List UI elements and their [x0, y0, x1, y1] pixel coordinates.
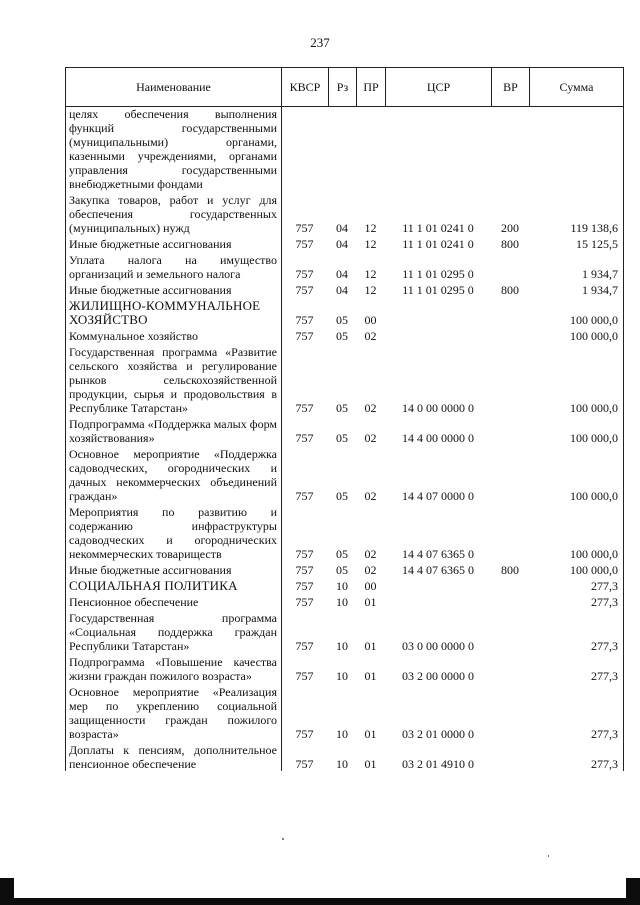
cell-pr: 02 [364, 563, 377, 577]
scan-border [0, 878, 640, 905]
cell-name: Государственная программа «Развитие сельского хозяйства и регулирование рынков сельскохозяйственной продукции, сырья и продовольствия в Республике Татарстан» [69, 345, 277, 415]
cell-pr: 02 [364, 329, 377, 343]
cell-name: целях обеспечения выполнения функций государственными (муниципальными) органами, казенными учреждениями, органами управления государственными внебюджетными фондами [69, 107, 277, 191]
cell-kvsr: 757 [295, 401, 314, 415]
cell-sum: 277,3 [591, 669, 618, 683]
cell-sum: 100 000,0 [570, 431, 618, 445]
header-vr: ВР [492, 68, 530, 106]
cell-rz: 04 [336, 267, 348, 281]
cell-kvsr: 757 [295, 727, 314, 741]
header-csr: ЦСР [386, 68, 492, 106]
cell-csr: 03 0 00 0000 0 [402, 639, 474, 653]
table-row [65, 595, 624, 609]
cell-kvsr: 757 [295, 669, 314, 683]
cell-rz: 05 [336, 431, 348, 445]
cell-name: Иные бюджетные ассигнования [69, 283, 232, 297]
cell-pr: 12 [364, 283, 377, 297]
cell-kvsr: 757 [295, 579, 314, 593]
cell-name: Доплаты к пенсиям, дополнительное пенсионное обеспечение [69, 743, 277, 771]
cell-sum: 15 125,5 [576, 237, 618, 251]
cell-rz: 10 [336, 639, 348, 653]
cell-rz: 10 [336, 727, 348, 741]
cell-pr: 02 [364, 431, 377, 445]
cell-kvsr: 757 [295, 431, 314, 445]
table-row [65, 237, 624, 251]
table-row [65, 743, 624, 771]
cell-rz: 10 [336, 757, 348, 771]
cell-name: Иные бюджетные ассигнования [69, 563, 232, 577]
cell-kvsr: 757 [295, 757, 314, 771]
cell-csr: 14 4 07 6365 0 [402, 563, 474, 577]
cell-pr: 00 [364, 579, 377, 593]
cell-sum: 277,3 [591, 595, 618, 609]
table-row [65, 107, 624, 191]
cell-pr: 12 [364, 267, 377, 281]
cell-name: Иные бюджетные ассигнования [69, 237, 232, 251]
cell-kvsr: 757 [295, 329, 314, 343]
cell-name: Основное мероприятие «Реализация мер по укреплению социальной защищенности граждан пожилого возраста» [69, 685, 277, 741]
cell-rz: 04 [336, 221, 348, 235]
cell-pr: 12 [364, 237, 377, 251]
cell-name: Основное мероприятие «Поддержка садоводческих, огороднических и дачных некоммерческих объединений граждан» [69, 447, 277, 503]
table-row [65, 563, 624, 577]
cell-name: Пенсионное обеспечение [69, 595, 199, 609]
cell-pr: 02 [364, 547, 377, 561]
table-header [65, 67, 624, 107]
cell-name: Подпрограмма «Поддержка малых форм хозяйствования» [69, 417, 277, 445]
cell-kvsr: 757 [295, 547, 314, 561]
page-number: 237 [310, 35, 330, 50]
cell-csr: 11 1 01 0295 0 [402, 283, 474, 297]
cell-rz: 04 [336, 237, 348, 251]
header-pr: ПР [357, 68, 386, 106]
cell-kvsr: 757 [295, 595, 314, 609]
cell-csr: 11 1 01 0241 0 [402, 237, 474, 251]
cell-kvsr: 757 [295, 313, 314, 327]
cell-sum: 100 000,0 [570, 563, 618, 577]
table-row [65, 253, 624, 281]
cell-name: Уплата налога на имущество организаций и земельного налога [69, 253, 277, 281]
cell-vr: 800 [501, 283, 519, 297]
cell-sum: 277,3 [591, 727, 618, 741]
cell-pr: 01 [364, 595, 377, 609]
cell-sum: 100 000,0 [570, 489, 618, 503]
cell-rz: 10 [336, 595, 348, 609]
cell-pr: 01 [364, 757, 377, 771]
header-kvsr: КВСР [282, 68, 329, 106]
table-row [65, 447, 624, 503]
cell-kvsr: 757 [295, 221, 314, 235]
cell-csr: 03 2 01 4910 0 [402, 757, 474, 771]
cell-sum: 100 000,0 [570, 313, 618, 327]
table-row [65, 611, 624, 653]
cell-pr: 01 [364, 727, 377, 741]
cell-csr: 03 2 00 0000 0 [402, 669, 474, 683]
table-body [65, 107, 624, 771]
cell-pr: 01 [364, 669, 377, 683]
cell-csr: 11 1 01 0295 0 [402, 267, 474, 281]
table-row [65, 193, 624, 235]
cell-name: СОЦИАЛЬНАЯ ПОЛИТИКА [69, 578, 238, 593]
table-row [65, 417, 624, 445]
cell-name: Коммунальное хозяйство [69, 329, 198, 343]
cell-csr: 14 0 00 0000 0 [402, 401, 474, 415]
cell-vr: 200 [501, 221, 519, 235]
cell-vr: 800 [501, 563, 519, 577]
cell-kvsr: 757 [295, 267, 314, 281]
cell-rz: 05 [336, 547, 348, 561]
table-row [65, 345, 624, 415]
cell-kvsr: 757 [295, 489, 314, 503]
cell-rz: 05 [336, 313, 348, 327]
cell-kvsr: 757 [295, 639, 314, 653]
cell-sum: 1 934,7 [582, 283, 618, 297]
cell-pr: 02 [364, 489, 377, 503]
header-name: Наименование [66, 68, 282, 106]
scan-speck [548, 855, 549, 857]
scan-speck [282, 838, 284, 840]
cell-name: ЖИЛИЩНО-КОММУНАЛЬНОЕ ХОЗЯЙСТВО [69, 298, 261, 327]
cell-sum: 1 934,7 [582, 267, 618, 281]
header-rz: Рз [329, 68, 357, 106]
table-row [65, 329, 624, 343]
cell-sum: 100 000,0 [570, 401, 618, 415]
cell-rz: 10 [336, 579, 348, 593]
cell-sum: 277,3 [591, 579, 618, 593]
cell-rz: 10 [336, 669, 348, 683]
cell-sum: 100 000,0 [570, 329, 618, 343]
table-row [65, 655, 624, 683]
cell-pr: 12 [364, 221, 377, 235]
cell-sum: 277,3 [591, 757, 618, 771]
cell-csr: 03 2 01 0000 0 [402, 727, 474, 741]
cell-kvsr: 757 [295, 563, 314, 577]
header-sum: Сумма [559, 80, 594, 94]
cell-name: Закупка товаров, работ и услуг для обеспечения государственных (муниципальных) нужд [69, 193, 277, 235]
table-row [65, 685, 624, 741]
table-row [65, 283, 624, 297]
cell-rz: 05 [336, 401, 348, 415]
budget-table [65, 67, 624, 771]
cell-rz: 05 [336, 489, 348, 503]
cell-sum: 277,3 [591, 639, 618, 653]
cell-pr: 00 [364, 313, 377, 327]
cell-rz: 04 [336, 283, 348, 297]
cell-pr: 01 [364, 639, 377, 653]
cell-rz: 05 [336, 329, 348, 343]
table-row [65, 579, 624, 593]
cell-name: Подпрограмма «Повышение качества жизни граждан пожилого возраста» [69, 655, 277, 683]
table-row [65, 505, 624, 561]
cell-csr: 14 4 07 6365 0 [402, 547, 474, 561]
cell-sum: 100 000,0 [570, 547, 618, 561]
cell-name: Государственная программа «Социальная поддержка граждан Республики Татарстан» [69, 611, 277, 653]
cell-kvsr: 757 [295, 237, 314, 251]
cell-csr: 11 1 01 0241 0 [402, 221, 474, 235]
cell-sum: 119 138,6 [570, 221, 618, 235]
cell-pr: 02 [364, 401, 377, 415]
cell-name: Мероприятия по развитию и содержанию инфраструктуры садоводческих и огороднических некоммерческих товариществ [69, 505, 277, 561]
cell-kvsr: 757 [295, 283, 314, 297]
table-row [65, 299, 624, 327]
cell-csr: 14 4 00 0000 0 [402, 431, 474, 445]
cell-csr: 14 4 07 0000 0 [402, 489, 474, 503]
cell-rz: 05 [336, 563, 348, 577]
cell-vr: 800 [501, 237, 519, 251]
